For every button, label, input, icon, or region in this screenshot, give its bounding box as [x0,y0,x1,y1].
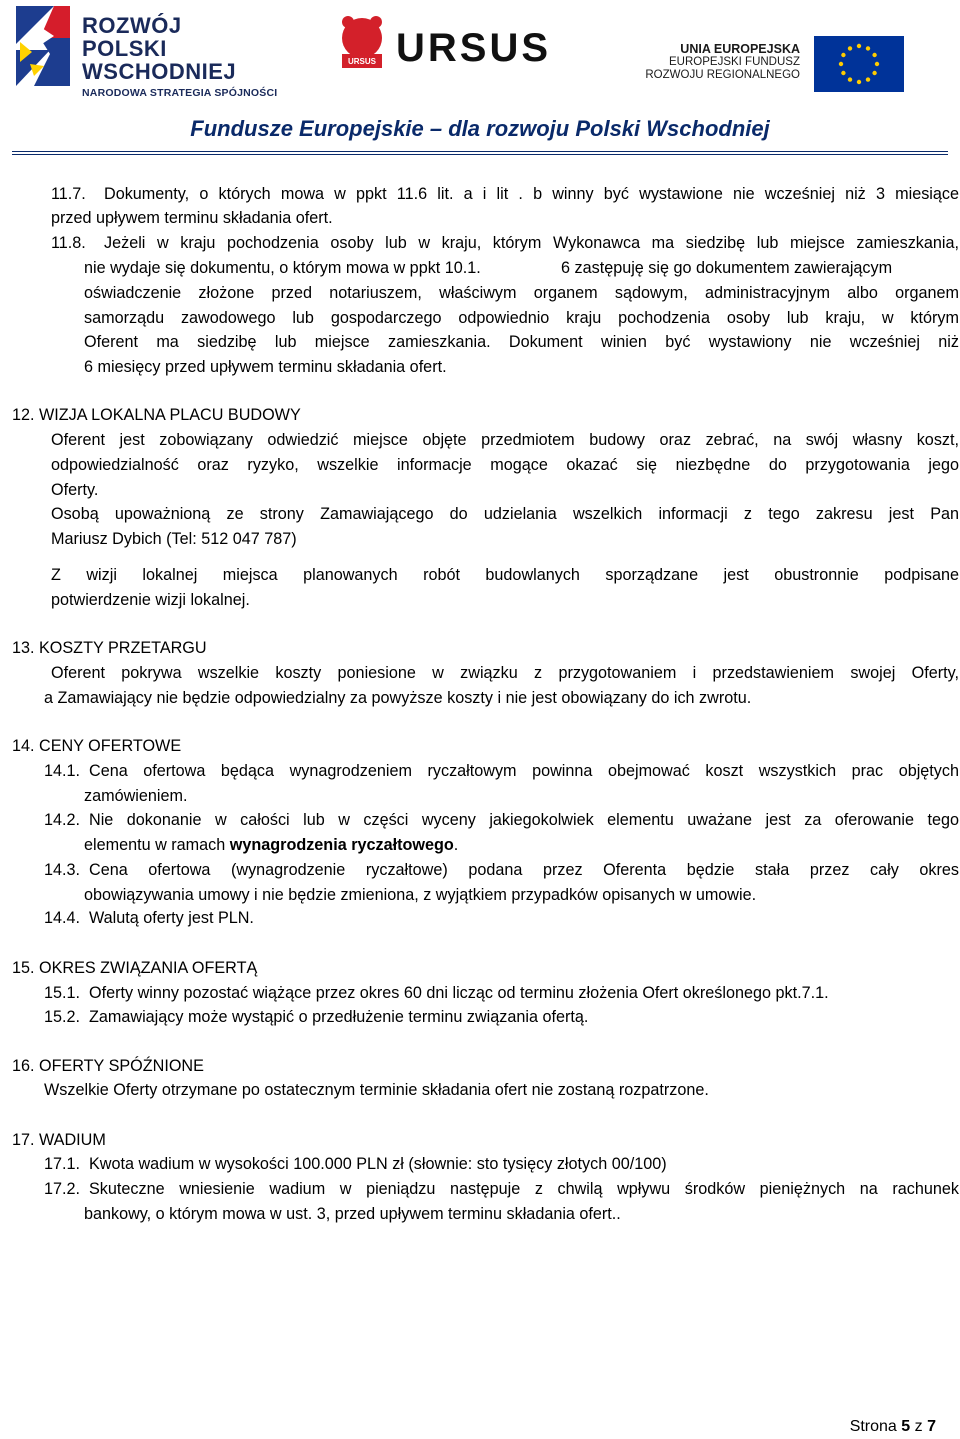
item-15-2-number: 15.2. [44,1008,81,1026]
item-14-2-text-end: . [453,836,459,854]
section-13-line1: Oferent pokrywa wszelkie koszty poniesione w związku z przygotowaniem i przedstawieniem swojej Oferty, [51,664,959,682]
item-14-3-number: 14.3. [44,861,81,879]
section-12-line1: Oferent jest zobowiązany odwiedzić miejsce objęte przedmiotem budowy oraz zebrać, na swój własny koszt, [51,431,959,449]
ursus-bear-emblem-icon [336,14,388,74]
section-12-line6: Z wizji lokalnej miejsca planowanych robót budowlanych sporządzane jest obustronnie podpisane [51,566,959,584]
item-14-1-text: Cena ofertowa będąca wynagrodzeniem ryczałtowym powinna obejmować koszt wszystkich prac objętych [89,762,959,780]
item-14-2-text-plain: elementu w ramach [84,836,230,854]
section-12-heading: 12. WIZJA LOKALNA PLACU BUDOWY [12,406,301,424]
item-15-2-text: Zamawiający może wystąpić o przedłużenie terminu związania ofertą. [89,1008,589,1026]
page-number-of: z [914,1418,923,1435]
item-17-2-text: Skuteczne wniesienie wadium w pieniądzu następuje z chwilą wpływu środków pieniężnych na rachunek [89,1180,959,1198]
rpw-title-line1: ROZWÓJ [82,13,182,38]
eu-flag-icon [814,36,904,92]
item-17-2-text-cont: bankowy, o którym mowa w ust. 3, przed upływem terminu składania ofert.. [84,1205,621,1223]
item-14-2-text-bold: wynagrodzenia ryczałtowego [229,836,454,854]
section-17-heading: 17. WADIUM [12,1131,106,1149]
unia-europejska-logo [645,30,916,100]
item-17-1-number: 17.1. [44,1155,81,1173]
item-11-8-line4: samorządu zawodowego lub gospodarczego odpowiednio kraju pochodzenia osoby lub kraju, w którym [84,309,959,327]
ue-line1: UNIA EUROPEJSKA [680,42,800,56]
section-12-line2: odpowiedzialność oraz ryzyko, wszelkie informacje mogące okazać się niezbędne do przygotowania jego [51,456,959,474]
item-11-8-line2a: nie wydaje się dokumentu, o którym mowa w ppkt 10.1. [84,259,481,277]
rpw-subtitle: NARODOWA STRATEGIA SPÓJNOŚCI [82,87,278,99]
section-16-text: Wszelkie Oferty otrzymane po ostatecznym terminie składania ofert nie zostaną rozpatrzone. [44,1081,709,1099]
item-11-8-line2b: 6 zastępuję się go dokumentem zawierającym [561,259,893,277]
item-14-2-text: Nie dokonanie w całości lub w części wyceny jakiegokolwiek elementu uważane jest za oferowanie tego [89,811,959,829]
item-14-4-number: 14.4. [44,909,81,927]
item-15-1-number: 15.1. [44,984,81,1002]
section-14-heading: 14. CENY OFERTOWE [12,737,182,755]
page-number-label: Strona [849,1418,897,1435]
section-15-heading: 15. OKRES ZWIĄZANIA OFERTĄ [12,959,258,977]
rpw-emblem-icon [10,4,74,88]
ursus-logo [336,14,606,74]
section-13-line2: a Zamawiający nie będzie odpowiedzialny za powyższe koszty i nie jest obowiązany do ich zwrotu. [44,689,752,707]
item-14-1-number: 14.1. [44,762,81,780]
section-12-line4: Osobą upoważnioną ze strony Zamawiającego do udzielania wszelkich informacji z tego zakresu jest Pan [51,505,959,523]
item-17-1-text: Kwota wadium w wysokości 100.000 PLN zł (słownie: sto tysięcy złotych 00/100) [89,1155,667,1173]
section-13-heading: 13. KOSZTY PRZETARGU [12,639,207,657]
item-11-7-text-cont: przed upływem terminu składania ofert. [51,209,333,227]
item-11-7-text: Dokumenty, o których mowa w ppkt 11.6 lit. a i lit . b winny być wystawione nie wcześniej niż 3 miesiące [104,185,959,203]
item-14-3-text: Cena ofertowa (wynagrodzenie ryczałtowe) podana przez Oferenta będzie stała przez cały okres [89,861,959,879]
item-15-1-text: Oferty winny pozostać wiążące przez okres 60 dni licząc od terminu złożenia Ofert określonego pkt.7.1. [89,984,829,1002]
item-14-2-number: 14.2. [44,811,81,829]
item-14-2-text-cont [84,833,458,857]
section-16-heading: 16. OFERTY SPÓŹNIONE [12,1057,204,1075]
item-11-8-line3: oświadczenie złożone przed notariuszem, właściwym organem sądowym, administracyjnym albo organem [84,284,959,302]
item-14-3-text-cont: obowiązywania umowy i nie będzie zmieniona, z wyjątkiem przypadków opisanych w umowie. [84,886,757,904]
page-number-total: 7 [927,1418,936,1435]
tagline: Fundusze Europejskie – dla rozwoju Polski Wschodniej [190,116,770,141]
section-12-line3: Oferty. [51,481,99,499]
page-number [850,1418,936,1436]
item-17-2-number: 17.2. [44,1180,81,1198]
item-11-8-line6: 6 miesięcy przed upływem terminu składania ofert. [84,358,447,376]
item-14-4-text: Walutą oferty jest PLN. [89,909,254,927]
item-11-8-text: Jeżeli w kraju pochodzenia osoby lub w kraju, którym Wykonawca ma siedzibę lub miejsce zamieszkania, [104,234,959,252]
page-number-current: 5 [901,1418,911,1435]
section-12-contact: Mariusz Dybich (Tel: 512 047 787) [51,530,297,548]
ue-line2: EUROPEJSKI FUNDUSZ [669,56,800,68]
item-14-1-text-cont: zamówieniem. [84,787,188,805]
ursus-wordmark: URSUS [396,26,552,70]
item-11-7-number: 11.7. [51,185,86,203]
rozwoj-polski-wschodniej-logo [10,4,310,99]
section-12-line7: potwierdzenie wizji lokalnej. [51,591,250,609]
ue-line3: ROZWOJU REGIONALNEGO [645,69,800,81]
item-11-8-line5: Oferent ma siedzibę lub miejsce zamieszkania. Dokument winien być wystawiony nie wcześniej niż [84,333,959,351]
header-divider [12,151,948,155]
item-11-8-number: 11.8. [51,234,86,252]
ursus-small-label: URSUS [347,57,377,66]
page-header [0,0,960,160]
rpw-title-line2: POLSKI WSCHODNIEJ [82,36,237,84]
